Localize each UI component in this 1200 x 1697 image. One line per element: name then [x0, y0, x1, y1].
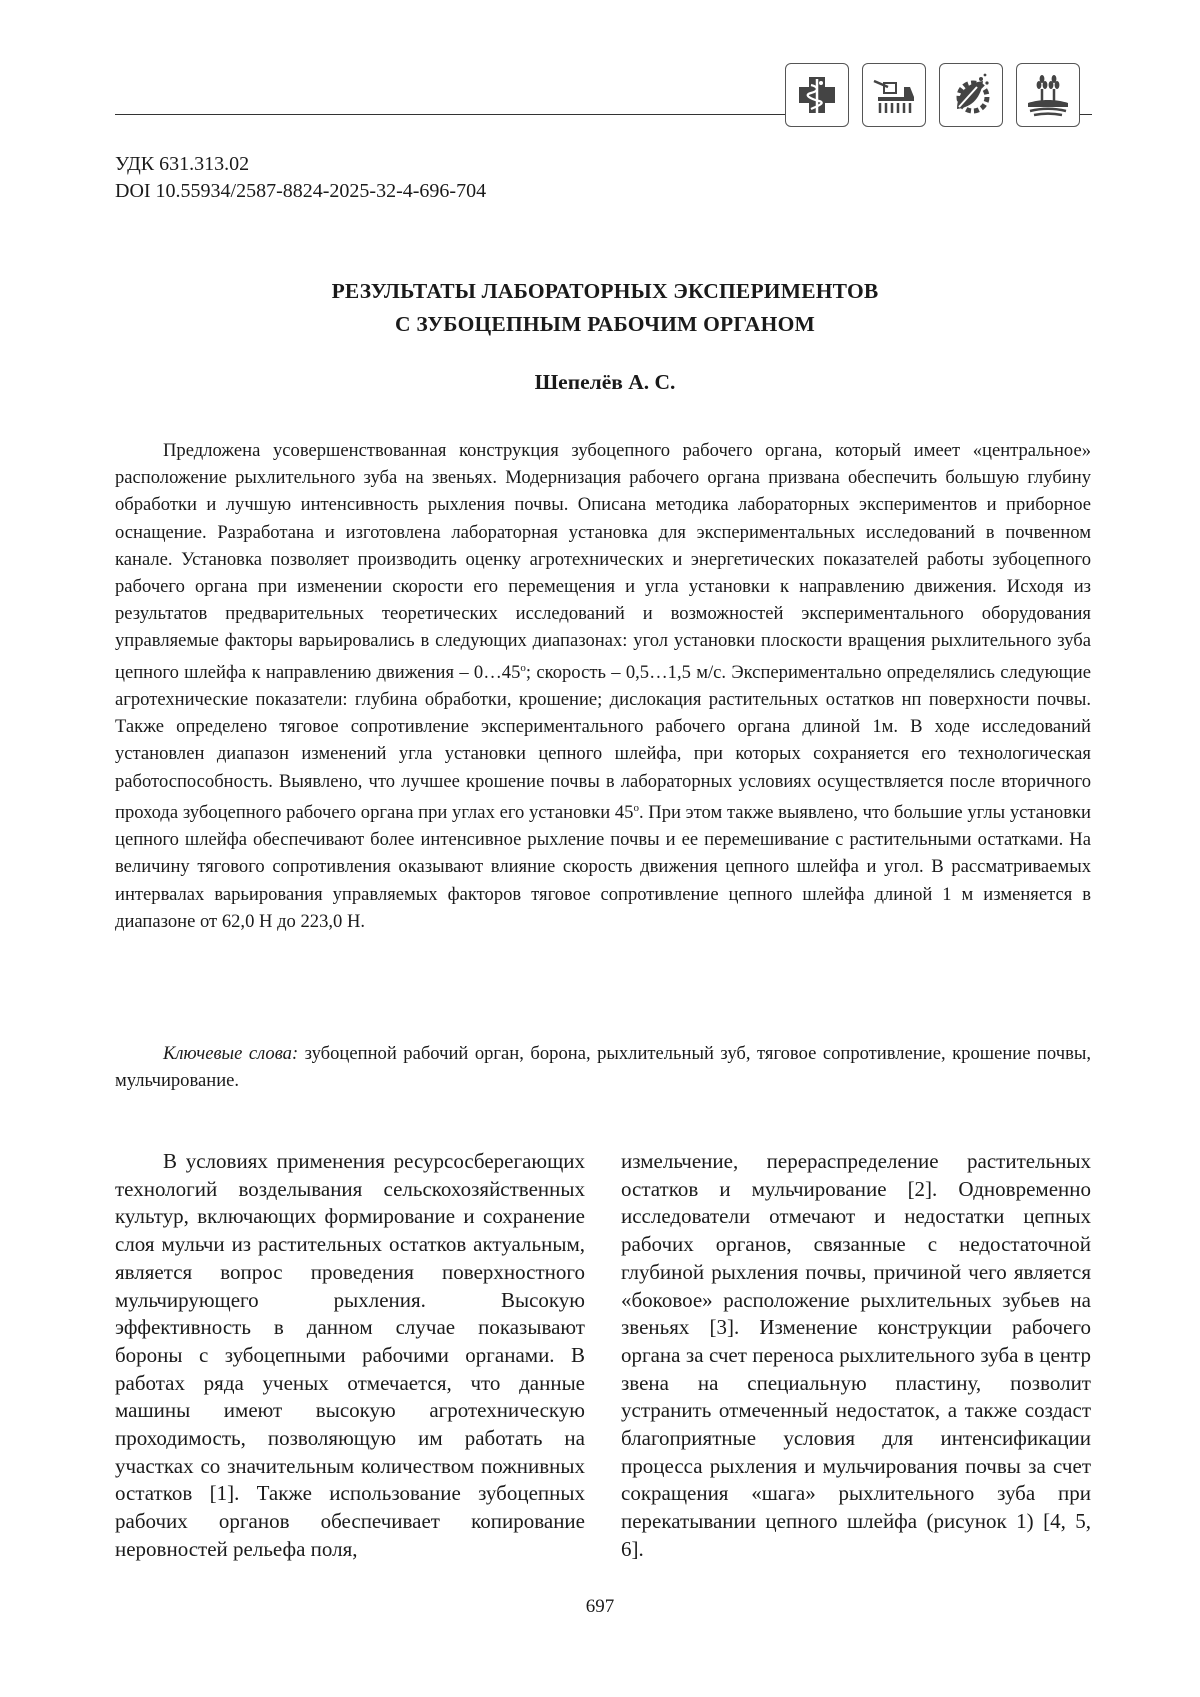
abstract-part-1: Предложена усовершенствованная конструкция зубоцепного рабочего органа, который имеет «центральное» расположение рыхлительного зуба на звеньях. Модернизация рабочего органа призвана обеспечить большую глубину обработки и лучшую интенсивность рыхления почвы. Описана методика лабораторных экспериментов и приборное оснащение. Разработана и изготовлена лабораторная установка для экспериментальных исследований в почвенном канале. Установка позволяет производить оценку агротехнических и энергетических показателей работы зубоцепного рабочего органа при изменении скорости его перемещения и угла установки к направлению движения. Исходя из результатов предварительных теоретических исследований и возможностей экспериментального оборудования управляемые факторы варьировались в следующих диапазонах: угол установки плоскости вращения рыхлительного зуба цепного шлейфа к направлению движения – 0…45 [115, 440, 1091, 683]
abstract-part-3: . При этом также выявлено, что большие углы установки цепного шлейфа обеспечивают более интенсивное рыхление почвы и ее перемешивание с растительными остатками. На величину тягового сопротивления оказывают влияние скорость движения цепного шлейфа и угол. В рассматриваемых интервалах варьирования управляемых факторов тяговое сопротивление цепного шлейфа длиной 1 м изменяется в диапазоне от 62,0 Н до 223,0 Н. [115, 802, 1091, 932]
degree-sup-1: о [520, 661, 526, 674]
degree-sup-2: о [633, 801, 639, 814]
abstract-part-2: ; скорость – 0,5…1,5 м/с. Экспериментально определялись следующие агротехнические показатели: глубина обработки, крошение; дислокация растительных остатков нп поверхности почвы. Также определено тяговое сопротивление экспериментального рабочего органа длиной 1м. В ходе исследований установлен диапазон изменений угла установки цепного шлейфа, при которых сохраняется его технологическая работоспособность. Выявлено, что лучшее крошение почвы в лабораторных условиях осуществляется после вторичного прохода зубоцепного рабочего органа при углах его установки 45 [115, 661, 1092, 824]
wheat-field-icon [1016, 63, 1080, 127]
title-line-1: РЕЗУЛЬТАТЫ ЛАБОРАТОРНЫХ ЭКСПЕРИМЕНТОВ [331, 279, 879, 303]
medical-cross-snake-icon [785, 63, 849, 127]
abstract [115, 437, 1091, 935]
keywords [115, 1040, 1091, 1094]
page-number: 697 [585, 1596, 615, 1617]
journal-section-icons [785, 63, 1080, 127]
combine-harvester-icon [862, 63, 926, 127]
doi: DOI 10.55934/2587-8824-2025-32-4-696-704 [115, 180, 487, 202]
keywords-text: зубоцепной рабочий орган, борона, рыхлительный зуб, тяговое сопротивление, крошение почвы, мульчирование. [115, 1043, 1091, 1092]
article-title [115, 275, 1095, 341]
keywords-label: Ключевые слова: [163, 1043, 299, 1064]
leaf-gear-icon [939, 63, 1003, 127]
header-rule [115, 114, 825, 115]
author-name: Шепелёв А. С. [534, 370, 676, 394]
body-column-left: В условиях применения ресурсосберегающих технологий возделывания сельскохозяйственных культур, включающих формирование и сохранение слоя мульчи из растительных остатков актуальным, является вопрос проведения поверхностного мульчирующего рыхления. Высокую эффективность в данном случае показывают бороны с зубоцепными рабочими органами. В работах ряда ученых отмечается, что данные машины имеют высокую агротехническую проходимость, позволяющую им работать на участках со значительным количеством пожнивных остатков [1]. Также использование зубоцепных рабочих органов обеспечивает копирование неровностей рельефа поля, [115, 1149, 585, 1561]
body-column-right: измельчение, перераспределение растительных остатков и мульчирование [2]. Одновременно исследователи отмечают и недостатки цепных рабочих органов, связанные с недостаточной глубиной рыхления почвы, причиной чего является «боковое» расположение рыхлительных зубьев на звеньях [3]. Изменение конструкции рабочего органа за счет переноса рыхлительного зуба в центр звена на специальную пластину, позволит устранить отмеченный недостаток, а также создаст благоприятные условия для интенсификации процесса рыхления и мульчирования почвы за счет сокращения «шага» рыхлительного зуба при перекатывании цепного шлейфа (рисунок 1) [4, 5, 6]. [621, 1149, 1091, 1561]
article-meta [115, 151, 486, 205]
title-line-2: С ЗУБОЦЕПНЫМ РАБОЧИМ ОРГАНОМ [395, 312, 815, 336]
udk-code: УДК 631.313.02 [115, 153, 250, 175]
